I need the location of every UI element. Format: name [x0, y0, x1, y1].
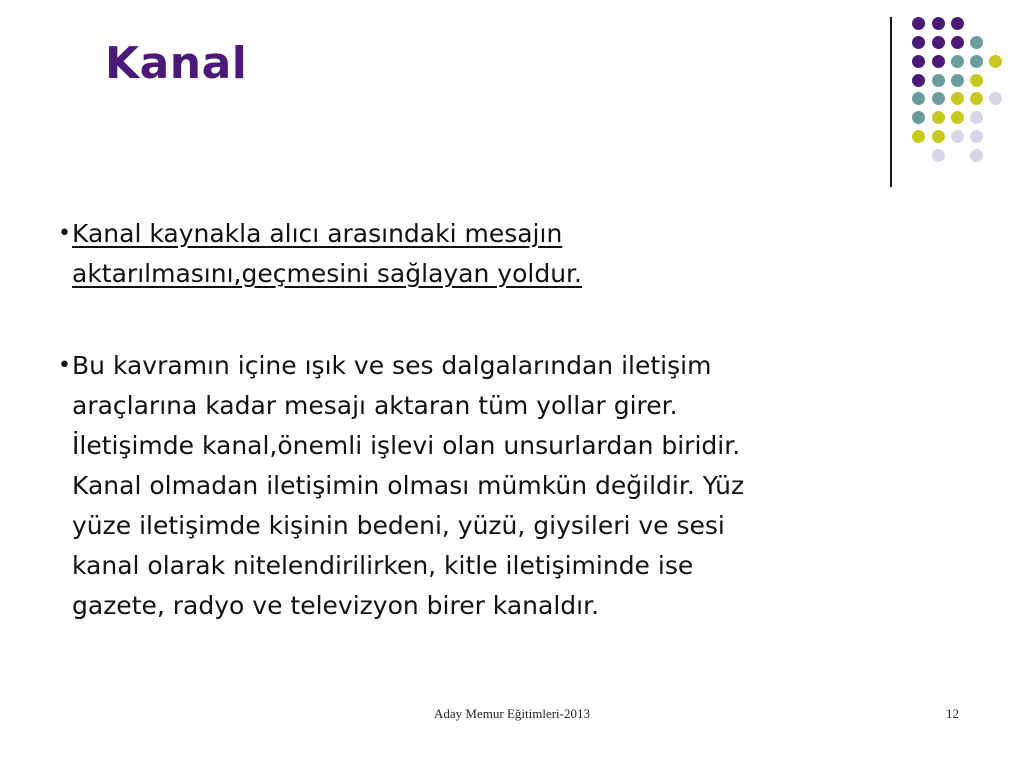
bullet-icon: •: [58, 353, 71, 378]
decorative-dot: [912, 130, 925, 143]
decorative-dot: [951, 92, 964, 105]
decorative-dot: [932, 149, 945, 162]
decorative-dot: [932, 55, 945, 68]
decorative-dot: [951, 55, 964, 68]
decorative-dot: [951, 111, 964, 124]
decorative-dot: [912, 36, 925, 49]
decorative-dot: [970, 55, 983, 68]
decorative-dot: [932, 17, 945, 30]
decorative-dot: [970, 111, 983, 124]
bullet-text: Kanal kaynakla alıcı arasındaki mesajın aktarılmasını,geçmesini sağlayan yoldur.: [72, 219, 582, 288]
decorative-dot: [970, 92, 983, 105]
decorative-dot: [951, 17, 964, 30]
decorative-dot: [932, 130, 945, 143]
decorative-dot: [970, 36, 983, 49]
decorative-dot: [932, 92, 945, 105]
decorative-dot: [989, 92, 1002, 105]
slide-title: Kanal: [105, 38, 248, 89]
decorative-dot: [912, 74, 925, 87]
decorative-dot: [912, 55, 925, 68]
decorative-dot: [912, 92, 925, 105]
page-number: 12: [946, 706, 959, 721]
decorative-dot: [951, 74, 964, 87]
decorative-dot: [970, 74, 983, 87]
bullet-item-2: [58, 346, 778, 626]
decorative-dot: [932, 111, 945, 124]
decorative-dot: [970, 149, 983, 162]
decorative-dot-grid: [0, 0, 1024, 200]
decorative-dot: [989, 55, 1002, 68]
decorative-dot: [951, 36, 964, 49]
decorative-dot: [932, 74, 945, 87]
bullet-icon: •: [58, 221, 71, 246]
footer-text: Aday Memur Eğitimleri-2013: [434, 706, 590, 721]
bullet-text: Bu kavramın içine ışık ve ses dalgalarından iletişim araçlarına kadar mesajı aktaran tüm yollar girer. İletişimde kanal,önemli işlevi olan unsurlardan biridir. Kanal olmadan iletişimin olması mümkün değildir. Yüz yüze iletişimde kişinin bedeni, yüzü, giysileri ve sesi kanal olarak nitelendirilirken, kitle iletişiminde ise gazete, radyo ve televizyon birer kanaldır.: [72, 351, 745, 620]
decorative-dot: [932, 36, 945, 49]
bullet-item-1: [58, 214, 778, 294]
decorative-dot: [912, 17, 925, 30]
decorative-dot: [912, 111, 925, 124]
decorative-dot: [970, 130, 983, 143]
decorative-dot: [951, 130, 964, 143]
